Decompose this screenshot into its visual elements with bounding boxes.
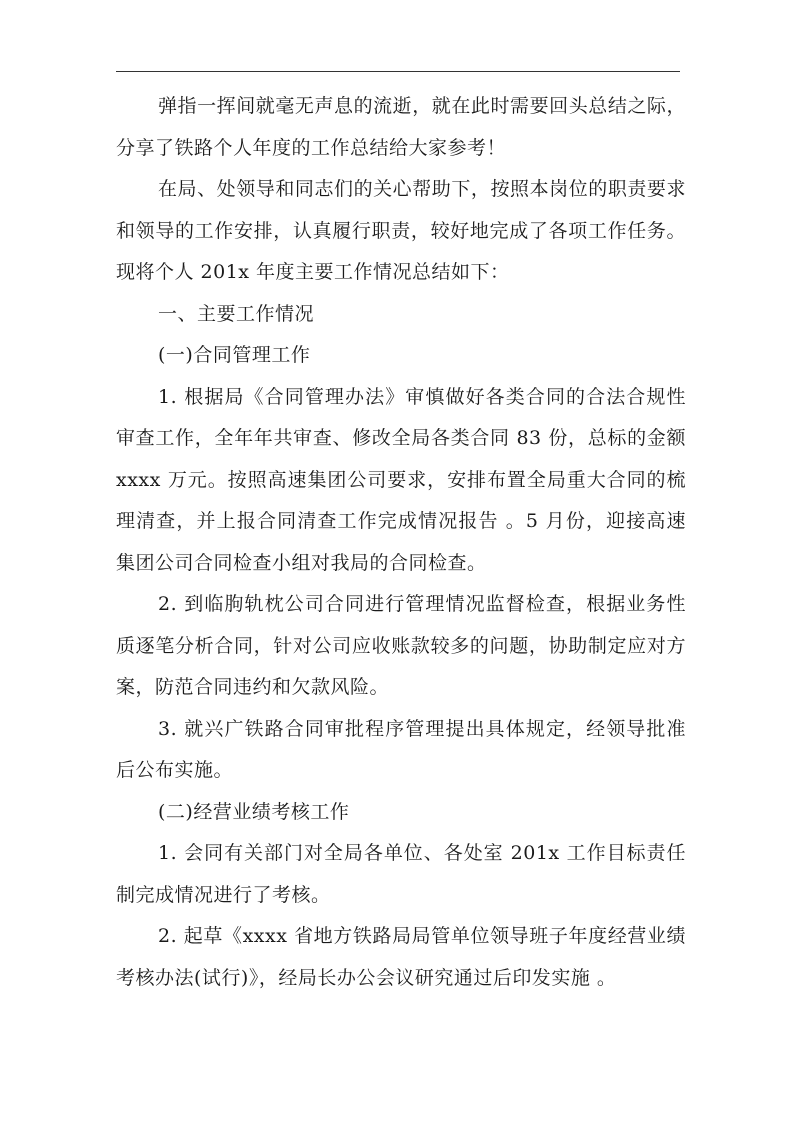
summary-paragraph: 在局、处领导和同志们的关心帮助下，按照本岗位的职责要求和领导的工作安排，认真履行职责，较好地完成了各项工作任务。现将个人 201x 年度主要工作情况总结如下：: [116, 178, 686, 283]
performance-item-2: 2. 起草《xxxx 省地方铁路局局管单位领导班子年度经营业绩考核办法(试行)》，经局长办公会议研究通过后印发实施 。: [116, 925, 686, 989]
subsection-heading-performance: (二)经营业绩考核工作: [158, 800, 350, 823]
contract-item-3: 3. 就兴广铁路合同审批程序管理提出具体规定，经领导批准后公布实施。: [116, 717, 686, 781]
intro-paragraph: 弹指一挥间就毫无声息的流逝，就在此时需要回头总结之际，分享了铁路个人年度的工作总结给大家参考！: [116, 95, 686, 159]
header-rule: [116, 71, 680, 72]
contract-item-2: 2. 到临朐轨枕公司合同进行管理情况监督检查，根据业务性质逐笔分析合同，针对公司应收账款较多的问题，协助制定应对方案，防范合同违约和欠款风险。: [116, 593, 686, 698]
document-body: [116, 86, 686, 999]
contract-item-1: 1. 根据局《合同管理办法》审慎做好各类合同的合法合规性审查工作，全年年共审查、修改全局各类合同 83 份，总标的金额 xxxx 万元。按照高速集团公司要求，安排布置全局重大合同的梳理清查，并上报合同清查工作完成情况报告 。5 月份，迎接高速集团公司合同检查小组对我局的合同检查。: [116, 385, 686, 574]
performance-item-1: 1. 会同有关部门对全局各单位、各处室 201x 工作目标责任制完成情况进行了考核。: [116, 842, 686, 906]
subsection-heading-contract: (一)合同管理工作: [158, 344, 311, 366]
section-heading: 一、主要工作情况: [158, 302, 315, 325]
